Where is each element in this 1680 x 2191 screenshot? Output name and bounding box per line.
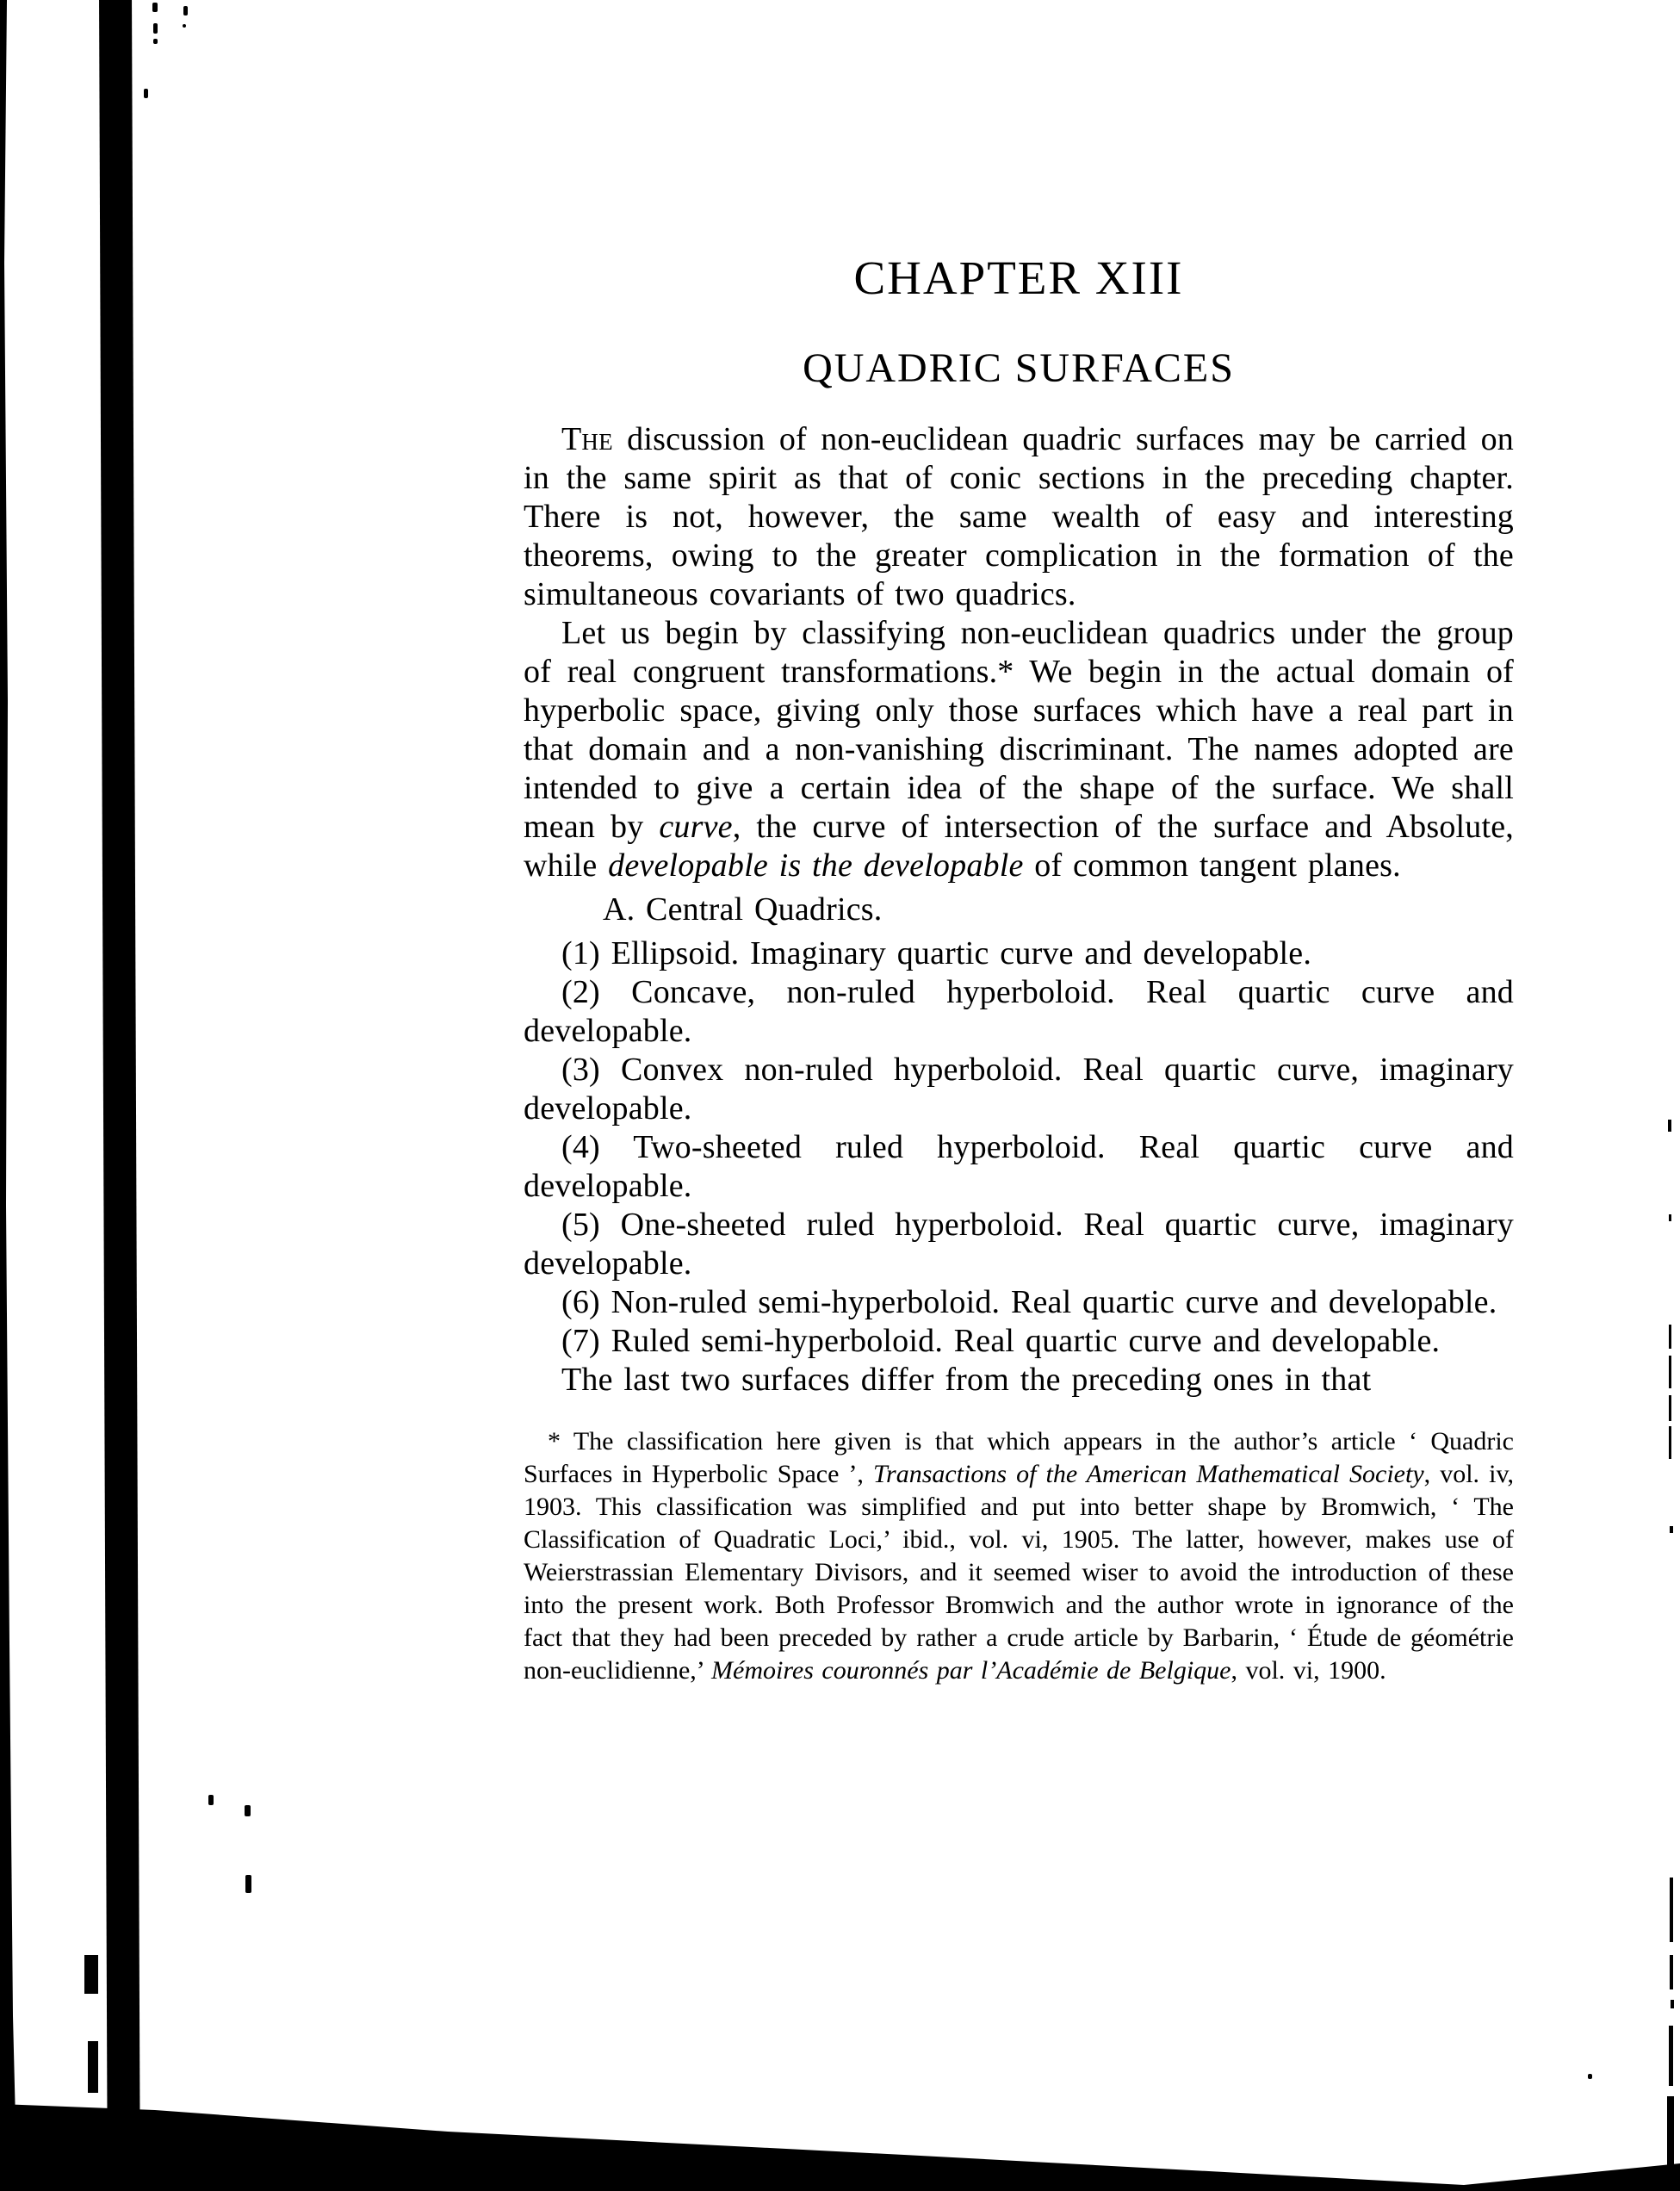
right-edge-mark — [1667, 2096, 1674, 2165]
right-edge-mark — [1669, 1325, 1671, 1349]
page-edge-strip — [0, 0, 17, 2191]
text-segment: The — [561, 421, 613, 457]
right-edge-mark — [1669, 1426, 1671, 1459]
text-segment: curve — [659, 809, 733, 845]
ink-blob — [88, 2041, 98, 2093]
text-segment: , vol. vi, 1900. — [1231, 1656, 1386, 1685]
list-item: (6) Non-ruled semi-hyperboloid. Real quartic curve and developable. — [561, 1284, 1497, 1320]
list-item: (5) One-sheeted ruled hyperboloid. Real quartic curve, imaginary developable. — [524, 1207, 1514, 1282]
text-segment: Let us begin by classifying non-euclidean quadrics under the group of real congruent transformations.* We begin in the actual domain of hyperbolic space, giving only those surfaces which have a real part in that domain and a non-vanishing discriminant. The names adopted are intended to give a certain idea of the shape of the surface. We shall mean by — [524, 615, 1514, 845]
section-heading: A. Central Quadrics. — [603, 891, 883, 928]
ink-speck — [245, 1875, 251, 1893]
text-segment: Transactions of the American Mathematical Society — [873, 1460, 1424, 1488]
page-text-column — [524, 0, 1514, 1687]
text-segment: developable is the developable — [608, 847, 1024, 884]
right-edge-mark — [1670, 1878, 1673, 1942]
ink-speck — [127, 1357, 134, 1374]
list-item: (4) Two-sheeted ruled hyperboloid. Real quartic curve and developable. — [524, 1129, 1514, 1204]
text-segment: * The classification here given is that which appears in the author’s article ‘ Quadric Surfaces in Hyperbolic Space ’, — [524, 1427, 1514, 1488]
ink-speck — [152, 3, 158, 12]
text-segment: , vol. iv, 1903. This classification was simplified and put into better shape by Bromwich, ‘ The Classification of Quadratic Loci,’ ibid., vol. vi, 1905. The latter, however, makes use of Weierstrassian Elementary Divisors, and it seemed wiser to avoid the introduction of these into the present work. Both Professor Bromwich and the author wrote in ignorance of the fact that they had been preceded by rather a crude article by Barbarin, ‘ Étude de géométrie non-euclidienne,’ — [524, 1460, 1514, 1685]
list-item: (3) Convex non-ruled hyperboloid. Real quartic curve, imaginary developable. — [524, 1052, 1514, 1127]
text-segment: Mémoires couronnés par l’Académie de Belgique — [711, 1656, 1231, 1685]
closing-line: The last two surfaces differ from the preceding ones in that — [561, 1362, 1372, 1398]
footnote-text — [524, 1425, 1514, 1687]
text-segment: , the curve of intersection of the surface and Absolute, while — [524, 809, 1514, 884]
right-edge-mark — [1670, 1526, 1673, 1533]
text-segment: of common tangent planes. — [1023, 847, 1401, 884]
ink-speck — [144, 89, 148, 98]
ink-speck — [128, 1378, 132, 1385]
list-item: (7) Ruled semi-hyperboloid. Real quartic curve and developable. — [561, 1323, 1441, 1359]
ink-blob — [81, 2108, 98, 2134]
ink-blob — [84, 1955, 98, 1994]
paragraph-classification — [524, 614, 1514, 885]
bottom-edge-band — [0, 2101, 1680, 2191]
paragraph-intro — [524, 420, 1514, 614]
ink-speck — [183, 24, 186, 28]
list-item: (1) Ellipsoid. Imaginary quartic curve and developable. — [561, 935, 1312, 971]
chapter-title: CHAPTER XIII — [853, 251, 1184, 304]
binding-shadow-band — [99, 0, 140, 2191]
right-edge-mark — [1671, 2000, 1674, 2008]
text-segment: discussion of non-euclidean quadric surfaces may be carried on in the same spirit as that of conic sections in the preceding chapter. There is not, however, the same wealth of easy and interesting theorems, owing to the greater complication in the formation of the simultaneous covariants of two quadrics. — [524, 421, 1514, 612]
ink-speck — [1588, 2074, 1592, 2079]
right-edge-mark — [1669, 1356, 1671, 1388]
list-item: (2) Concave, non-ruled hyperboloid. Real quartic curve and developable. — [524, 974, 1514, 1049]
page-subtitle: QUADRIC SURFACES — [803, 345, 1235, 391]
ink-speck — [245, 1805, 251, 1816]
right-edge-mark — [1669, 2026, 1673, 2086]
ink-speck — [125, 1893, 129, 1901]
ink-speck — [153, 23, 158, 34]
footnote — [524, 1425, 1514, 1687]
right-edge-mark — [1669, 1214, 1671, 1221]
quadric-list — [524, 934, 1514, 1361]
right-edge-mark — [1670, 1955, 1673, 1989]
right-edge-mark — [1669, 1395, 1671, 1421]
ink-speck — [208, 1795, 214, 1805]
ink-speck — [153, 39, 158, 44]
right-edge-mark — [1668, 1120, 1671, 1132]
ink-speck — [183, 6, 188, 16]
